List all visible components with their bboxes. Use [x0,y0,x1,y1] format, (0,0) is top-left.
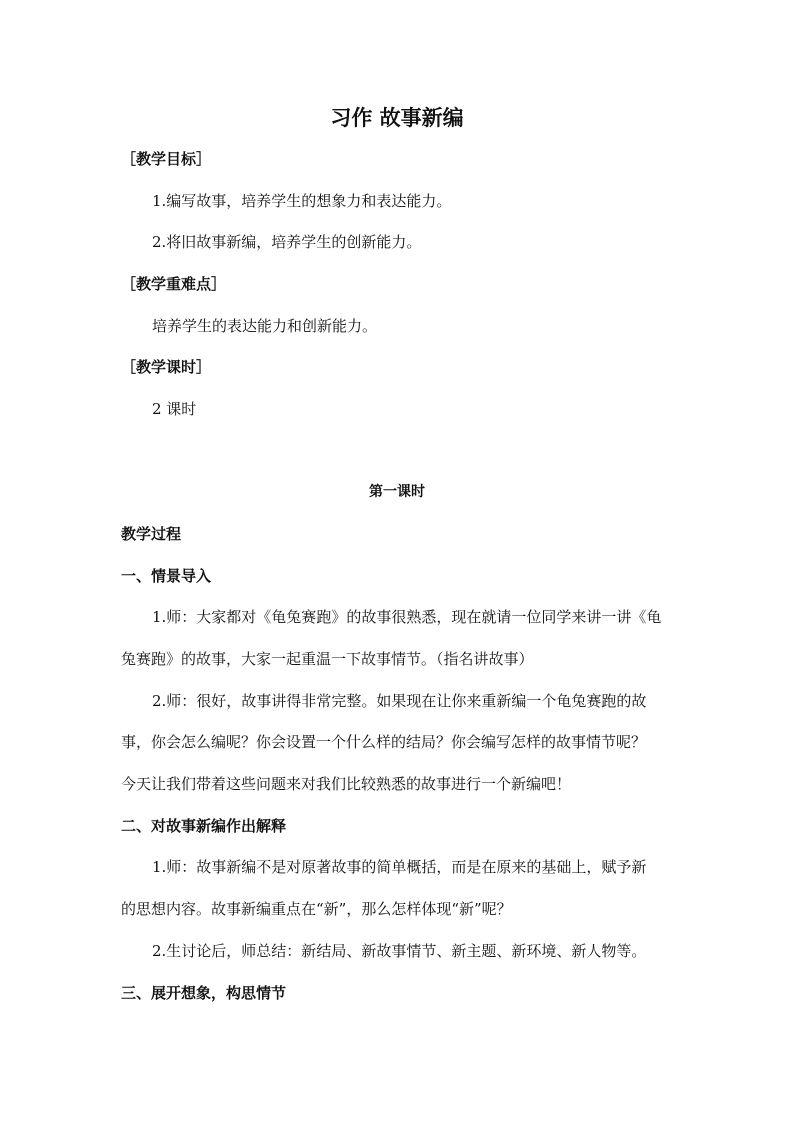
lesson-time-heading: ［教学课时］ [121,358,212,376]
paragraph-1-line-1: 1.师：大家都对《龟兔赛跑》的故事很熟悉，现在就请一位同学来讲一讲《龟 [152,608,662,626]
lesson-time-text: 2 课时 [152,400,197,418]
part2-heading: 二、对故事新编作出解释 [121,817,287,835]
process-heading: 教学过程 [121,525,182,543]
goal-item-2: 2.将旧故事新编，培养学生的创新能力。 [152,233,422,251]
paragraph-4-line-1: 2.生讨论后，师总结：新结局、新故事情节、新主题、新环境、新人物等。 [152,942,647,960]
paragraph-2-line-1: 2.师：很好，故事讲得非常完整。如果现在让你来重新编一个龟兔赛跑的故 [152,692,647,710]
document-title: 习作 故事新编 [330,106,464,130]
lesson-title: 第一课时 [369,484,425,500]
paragraph-2-line-3: 今天让我们带着这些问题来对我们比较熟悉的故事进行一个新编吧！ [121,775,572,793]
key-points-heading: ［教学重难点］ [121,275,227,293]
paragraph-2-line-2: 事，你会怎么编呢？你会设置一个什么样的结局？你会编写怎样的故事情节呢？ [121,733,647,751]
goal-heading: ［教学目标］ [121,150,212,168]
paragraph-3-line-2: 的思想内容。故事新编重点在“新”，那么怎样体现“新”呢？ [121,900,512,918]
part3-heading: 三、展开想象，构思情节 [121,984,287,1002]
paragraph-3-line-1: 1.师：故事新编不是对原著故事的简单概括，而是在原来的基础上，赋予新 [152,858,647,876]
paragraph-1-line-2: 兔赛跑》的故事，大家一起重温一下故事情节。（指名讲故事） [121,650,534,668]
key-points-text: 培养学生的表达能力和创新能力。 [152,317,378,335]
goal-item-1: 1.编写故事，培养学生的想象力和表达能力。 [152,192,452,210]
part1-heading: 一、情景导入 [121,567,212,585]
